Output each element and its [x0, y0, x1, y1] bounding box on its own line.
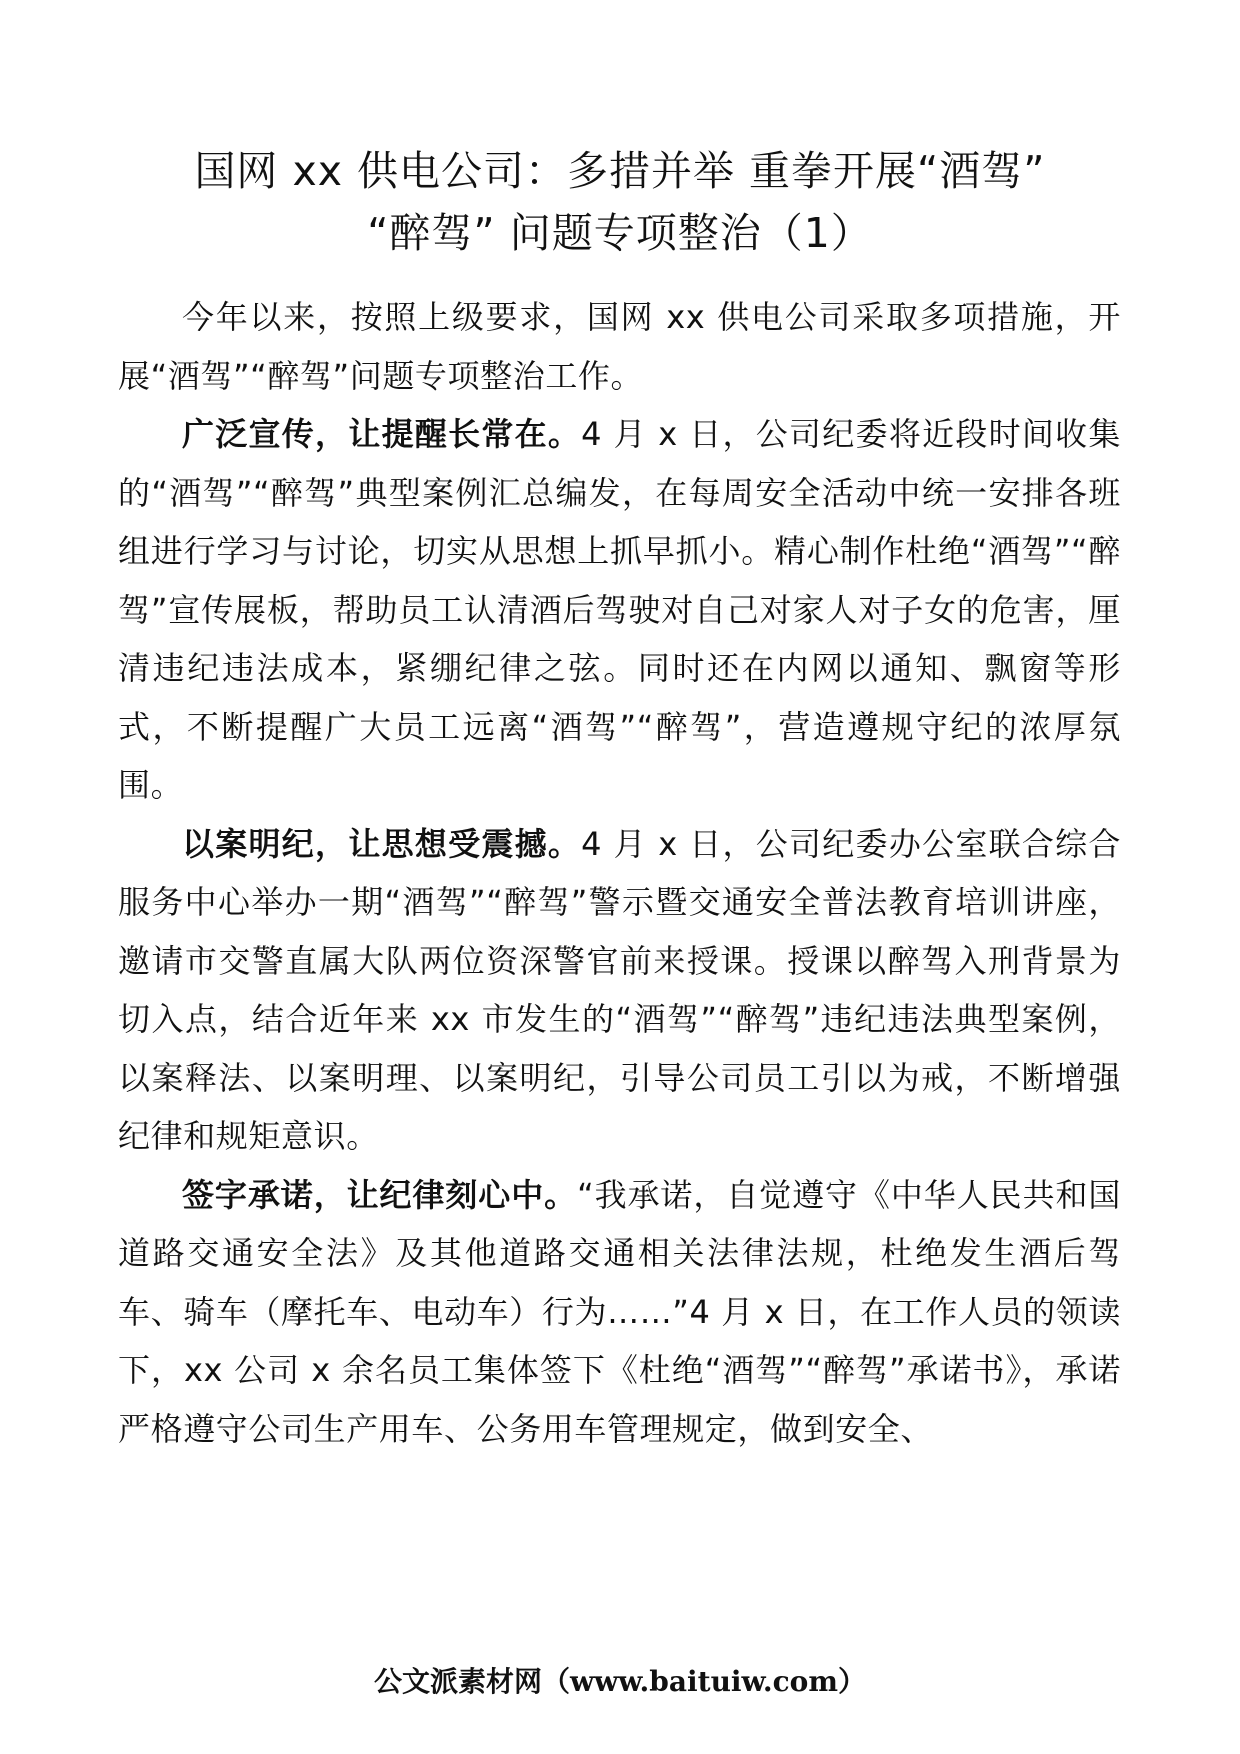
paragraph-text: 4 月 x 日，公司纪委办公室联合综合服务中心举办一期“酒驾”“醉驾”警示暨交通安全普法教育培训讲座，邀请市交警直属大队两位资深警官前来授课。授课以醉驾入刑背景为切入点，结合近年来 xx 市发生的“酒驾”“醉驾”违纪违法典型案例，以案释法、以案明理、以案明纪，引导公司员工引以为戒，不断增强纪律和规矩意识。: [118, 824, 1122, 1155]
paragraph-case-study: [118, 815, 1121, 1166]
footer-watermark: 公文派素材网（www.baituiw.com）: [374, 1665, 866, 1698]
paragraph-text: 今年以来，按照上级要求，国网 xx 供电公司采取多项措施，开展“酒驾”“醉驾”问题专项整治工作。: [118, 298, 1121, 395]
title-line-1: 国网 xx 供电公司：多措并举 重拳开展“酒驾”: [194, 147, 1046, 195]
paragraph-lead: 签字承诺，让纪律刻心中。: [182, 1175, 578, 1214]
title-line-2: “醉驾” 问题专项整治（1）: [367, 209, 873, 257]
paragraph-text: “我承诺，自觉遵守《中华人民共和国道路交通安全法》及其他道路交通相关法律法规，杜绝发生酒后驾车、骑车（摩托车、电动车）行为……”4 月 x 日，在工作人员的领读下，xx 公司 x 余名员工集体签下《杜绝“酒驾”“醉驾”承诺书》，承诺严格遵守公司生产用车、公务用车管理规定，做到安全、: [118, 1175, 1122, 1448]
paragraph-lead: 以案明纪，让思想受震撼。: [182, 824, 582, 863]
paragraph-lead: 广泛宣传，让提醒长常在。: [182, 415, 582, 453]
document-title: [120, 140, 1120, 264]
paragraph-pledge: [118, 1166, 1121, 1459]
paragraph-publicity: [118, 405, 1121, 815]
paragraph-text: 4 月 x 日，公司纪委将近段时间收集的“酒驾”“醉驾”典型案例汇总编发，在每周安全活动中统一安排各班组进行学习与讨论，切实从思想上抓早抓小。精心制作杜绝“酒驾”“醉驾”宣传展板，帮助员工认清酒后驾驶对自己对家人对子女的危害，厘清违纪违法成本，紧绷纪律之弦。同时还在内网以通知、飘窗等形式，不断提醒广大员工远离“酒驾”“醉驾”，营造遵规守纪的浓厚氛围。: [118, 415, 1122, 804]
document-body: [118, 288, 1121, 1458]
paragraph-intro: [118, 288, 1121, 405]
